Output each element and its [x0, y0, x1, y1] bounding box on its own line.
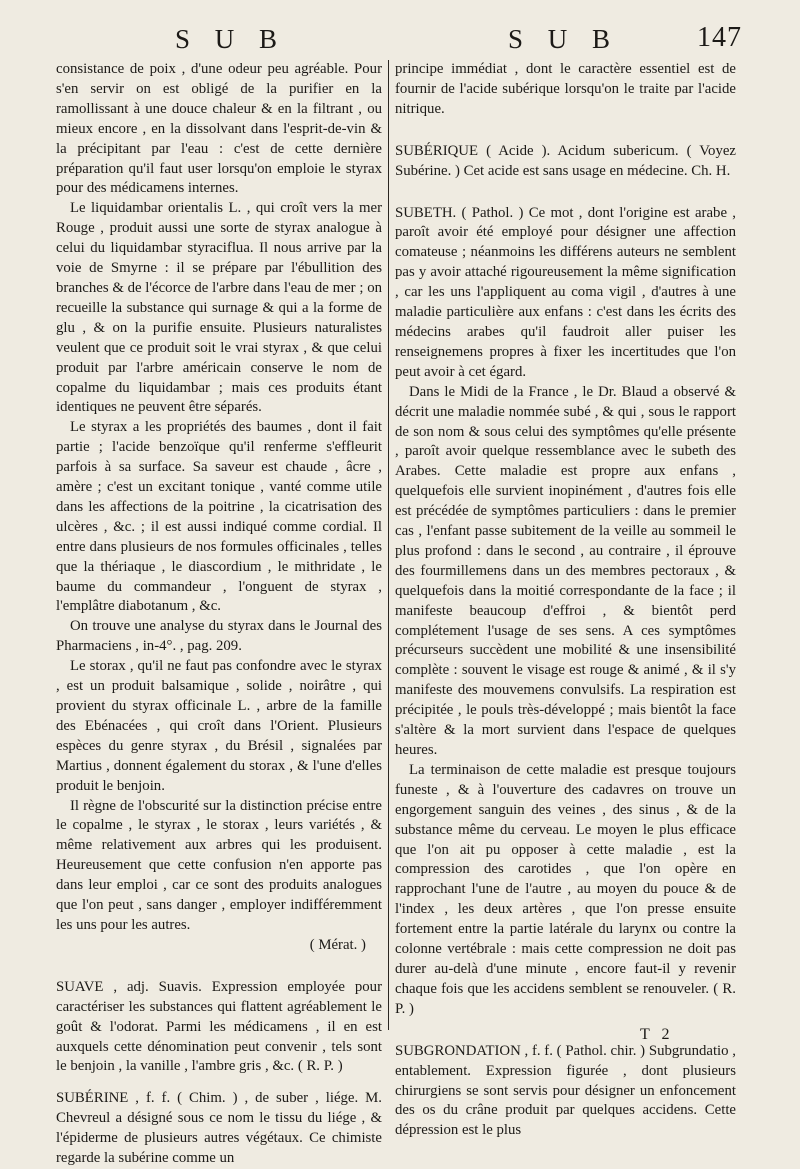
- paragraph-principe: principe immédiat , dont le caractère essentiel est de fournir de l'acide subérique lorsqu'on le traite par l'acide nitrique.: [395, 61, 736, 117]
- paragraph-liquidambar: Le liquidambar orientalis L. , qui croît vers la mer Rouge , produit aussi une sorte de styrax analogue à celui du liquidambar styraciflua. Il nous arrive par la voie de Smyrne : il se prépare par l'ébullition des branches & de l'écorce de l'arbre dans l'eau de mer ; on recueille la substance qui surnage & qui a la forme de glu , & on la purifie ensuite. Plusieurs naturalistes veulent que ce produit soit le vrai styrax , & que celui produit par l'arbre américain conserve le nom de copalme du liquidambar ; mais ces produits étant identiques ne peuvent être séparés.: [56, 200, 382, 416]
- paragraph-obscurite: Il règne de l'obscurité sur la distinction précise entre le copalme , le styrax , le storax , leurs variétés , & même relativement aux arbres qui les produisent. Heureusement que cette confusion n'en apporte pas dans leur emploi , car ce sont des produits analogues que l'on peut , sans danger , employer indifféremment les uns pour les autres.: [56, 797, 382, 933]
- paragraph-analyse: On trouve une analyse du styrax dans le Journal des Pharmaciens , in-4°. , pag. 209.: [56, 618, 382, 655]
- paragraph-terminaison: La terminaison de cette maladie est presque toujours funeste , & à l'ouverture des cadavres on trouve un engorgement sanguin des veines , des sinus , & de la substance même du cerveau. Le moyen le plus efficace que l'on ait pu opposer à cette maladie , est la compression des carotides , que l'on opère en rapprochant l'une de l'autre , au moyen du pouce & de l'index , les deux artères , que l'on presse ensuite fortement entre la partie latérale du larynx ou contre la colonne vertébrale : mais cette compression ne doit pas durer au-delà d'une minute , encore faut-il y revenir chaque fois que les accidens semblent se renouveler. ( R. P. ): [395, 761, 736, 1017]
- running-head-left: S U B: [175, 24, 287, 54]
- printer-signature-mark: T 2: [640, 1026, 674, 1043]
- paragraph-styrax-proprietes: Le styrax a les propriétés des baumes , dont il fait partie ; l'acide benzoïque qu'il renferme s'effleurit parfois à sa surface. Sa saveur est chaude , âcre , amère ; c'est un excitant tonique , vanté comme utile dans les affections de la poitrine , la cicatrisation des ulcères , &c. ; il est aussi indiqué comme cordial. Il entre dans plusieurs de nos formules officinales , telles que la thériaque , le diascordium , le mithridate , le baume du commandeur , l'onguent de styrax , l'emplâtre diabotanum , &c.: [56, 419, 382, 615]
- right-column: [395, 60, 736, 1141]
- entry-subgrondation: SUBGRONDATION , f. f. ( Pathol. chir. ) Subgrundatio , entablement. Expression figurée , dont plusieurs chirurgiens se sont servis pour désigner un enfoncement des os du crâne produit par quelques accidens. Cette dépression est le plus: [395, 1042, 736, 1139]
- paragraph-storax: Le storax , qu'il ne faut pas confondre avec le styrax , est un produit balsamique , solide , noirâtre , qui provient du styrax officinale L. , arbre de la famille des Ebénacées , qui croît dans l'Orient. Plusieurs espèces du genre styrax , du Brésil , signalées par Martius , donnent également du storax , & l'une d'elles produit le benjoin.: [56, 658, 382, 794]
- left-column: [56, 60, 382, 1169]
- paragraph-consistance: consistance de poix , d'une odeur peu agréable. Pour s'en servir on est obligé de la purifier en la ramollissant à une douce chaleur & en la filtrant , ou mieux encore , en la dissolvant dans l'esprit-de-vin & la précipitant par l'eau : c'est de cette dernière préparation qu'il faut user lorsqu'on emploie le styrax pour des médicamens internes.: [56, 61, 382, 197]
- entry-suberine: SUBÉRINE , f. f. ( Chim. ) , de suber , liége. M. Chevreul a désigné sous ce nom le tissu du liége , & l'épiderme de plusieurs autres végétaux. Ce chimiste regarde la subérine comme un: [56, 1090, 382, 1167]
- column-divider: [388, 60, 389, 1030]
- entry-suave: SUAVE , adj. Suavis. Expression employée pour caractériser les substances qui flattent agréablement le goût & l'odorat. Parmi les médicamens , il en est auxquels cette dénomination peut convenir , tels sont le benjoin , la vanille , l'ambre gris , &c. ( R. P. ): [56, 978, 382, 1075]
- paragraph-midi: Dans le Midi de la France , le Dr. Blaud a observé & décrit une maladie nommée subé , & qui , sous le rapport de son nom & sous celui des symptômes qu'elle présente , paroît avoir quelque ressemblance avec le subeth des Arabes. Cette maladie est propre aux enfans , quelquefois elle survient inopinément , d'autres fois elle est précédée de symptômes particuliers : dans le premier cas , l'enfant passe subitement de la veille au sommeil le plus profond : dans le second , au contraire , il éprouve des fourmillemens dans un des membres pectoraux , & quelquefois dans la moitié correspondante de la face ; il manifeste beaucoup d'effroi , & bientôt perd complétement l'usage de ses sens. A ces symptômes précurseurs succèdent une mobilité & une insensibilité complète : souvent le visage est rouge & animé , & il s'y manifeste des mouvemens convulsifs. La respiration est précipitée , le pouls très-développé ; mais bientôt la face s'altère & la mort survient dans l'espace de quelques heures.: [395, 383, 736, 758]
- running-head-right: S U B: [508, 24, 620, 54]
- entry-suberique: SUBÉRIQUE ( Acide ). Acidum subericum. ( Voyez Subérine. ) Cet acide est sans usage en médecine. Ch. H.: [395, 142, 736, 179]
- page-number: 147: [697, 22, 742, 53]
- entry-subeth: SUBETH. ( Pathol. ) Ce mot , dont l'origine est arabe , paroît avoir été employé pour désigner une affection comateuse ; néanmoins les différens auteurs ne semblent pas y avoir attaché rigoureusement la même signification , car les uns l'appliquent au coma vigil , d'autres à une maladie particulière aux enfans : c'est dans les écrits des médecins arabes qu'il faudroit aller puiser les renseignemens propres à fixer les incertitudes que l'on peut avoir à cet égard.: [395, 204, 736, 380]
- author-signature-merat: ( Mérat. ): [309, 936, 366, 953]
